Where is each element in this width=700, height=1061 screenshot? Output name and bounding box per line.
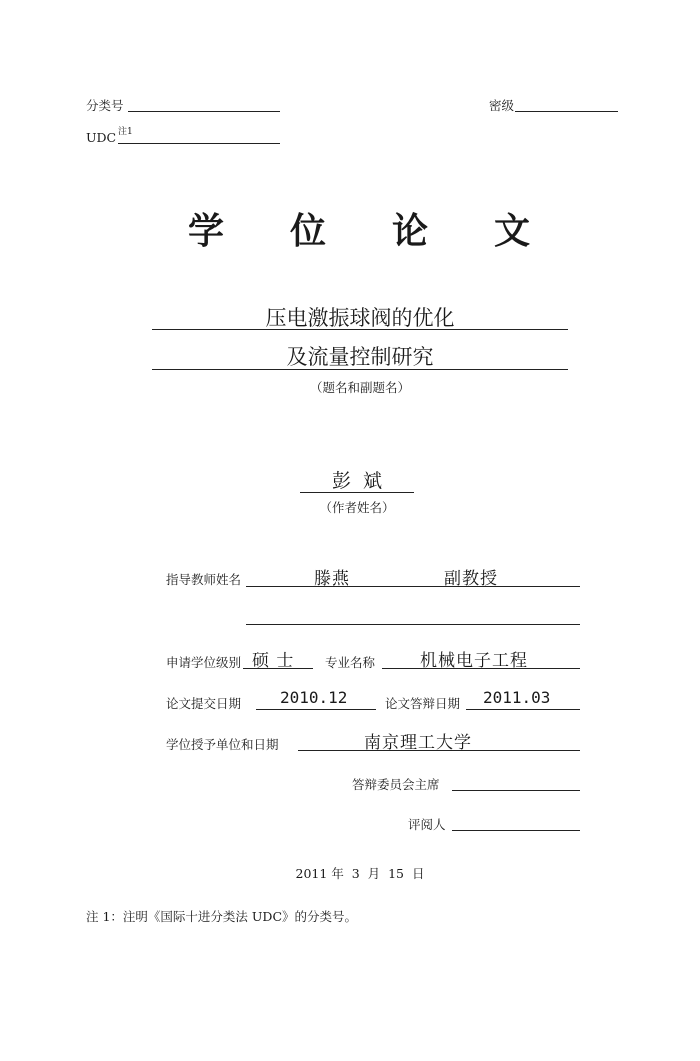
author-underline	[300, 492, 414, 493]
author-caption: （作者姓名）	[319, 500, 395, 515]
submit-date-value: 2010.12	[280, 688, 348, 707]
thesis-title-caption: （题名和副题名）	[309, 380, 410, 395]
major-label: 专业名称	[325, 655, 376, 670]
thesis-title-line-2: 及流量控制研究	[286, 345, 434, 369]
chair-line	[452, 790, 580, 791]
secret-label: 密级	[489, 98, 515, 113]
advisor-line-2	[246, 624, 580, 625]
classification-line	[128, 111, 280, 112]
thesis-title-underline-2	[152, 369, 568, 370]
secret-line	[515, 111, 618, 112]
major-value: 机械电子工程	[420, 651, 528, 671]
thesis-title-underline-1	[152, 329, 568, 330]
title-char-4: 文	[494, 210, 531, 252]
degree-value: 硕 士	[252, 651, 295, 671]
footnote: 注 1：注明《国际十进分类法 UDC》的分类号。	[86, 909, 358, 924]
title-char-3: 论	[392, 210, 429, 252]
unit-value: 南京理工大学	[364, 733, 472, 753]
reviewer-line	[452, 830, 580, 831]
thesis-title-line-1: 压电激振球阀的优化	[265, 306, 455, 330]
submit-date-label: 论文提交日期	[166, 696, 242, 711]
classification-label: 分类号	[86, 98, 124, 113]
author-name: 彭 斌	[331, 470, 383, 492]
defense-date-value: 2011.03	[483, 688, 551, 707]
advisor-title: 副教授	[444, 569, 498, 589]
title-char-2: 位	[290, 210, 327, 252]
udc-note: 注1	[118, 127, 133, 137]
advisor-line	[246, 586, 580, 587]
advisor-name: 滕燕	[314, 569, 350, 589]
defense-date-label: 论文答辩日期	[385, 696, 461, 711]
udc-line	[118, 143, 280, 144]
submit-date-line	[256, 709, 376, 710]
udc-label: UDC	[86, 130, 117, 145]
reviewer-label: 评阅人	[408, 817, 446, 832]
degree-label: 申请学位级别	[166, 655, 242, 670]
issue-date: 2011 年 3 月 15 日	[295, 866, 425, 881]
chair-label: 答辩委员会主席	[352, 777, 440, 792]
title-char-1: 学	[188, 210, 225, 252]
advisor-label: 指导教师姓名	[166, 572, 242, 587]
unit-label: 学位授予单位和日期	[166, 737, 279, 752]
defense-date-line	[466, 709, 580, 710]
